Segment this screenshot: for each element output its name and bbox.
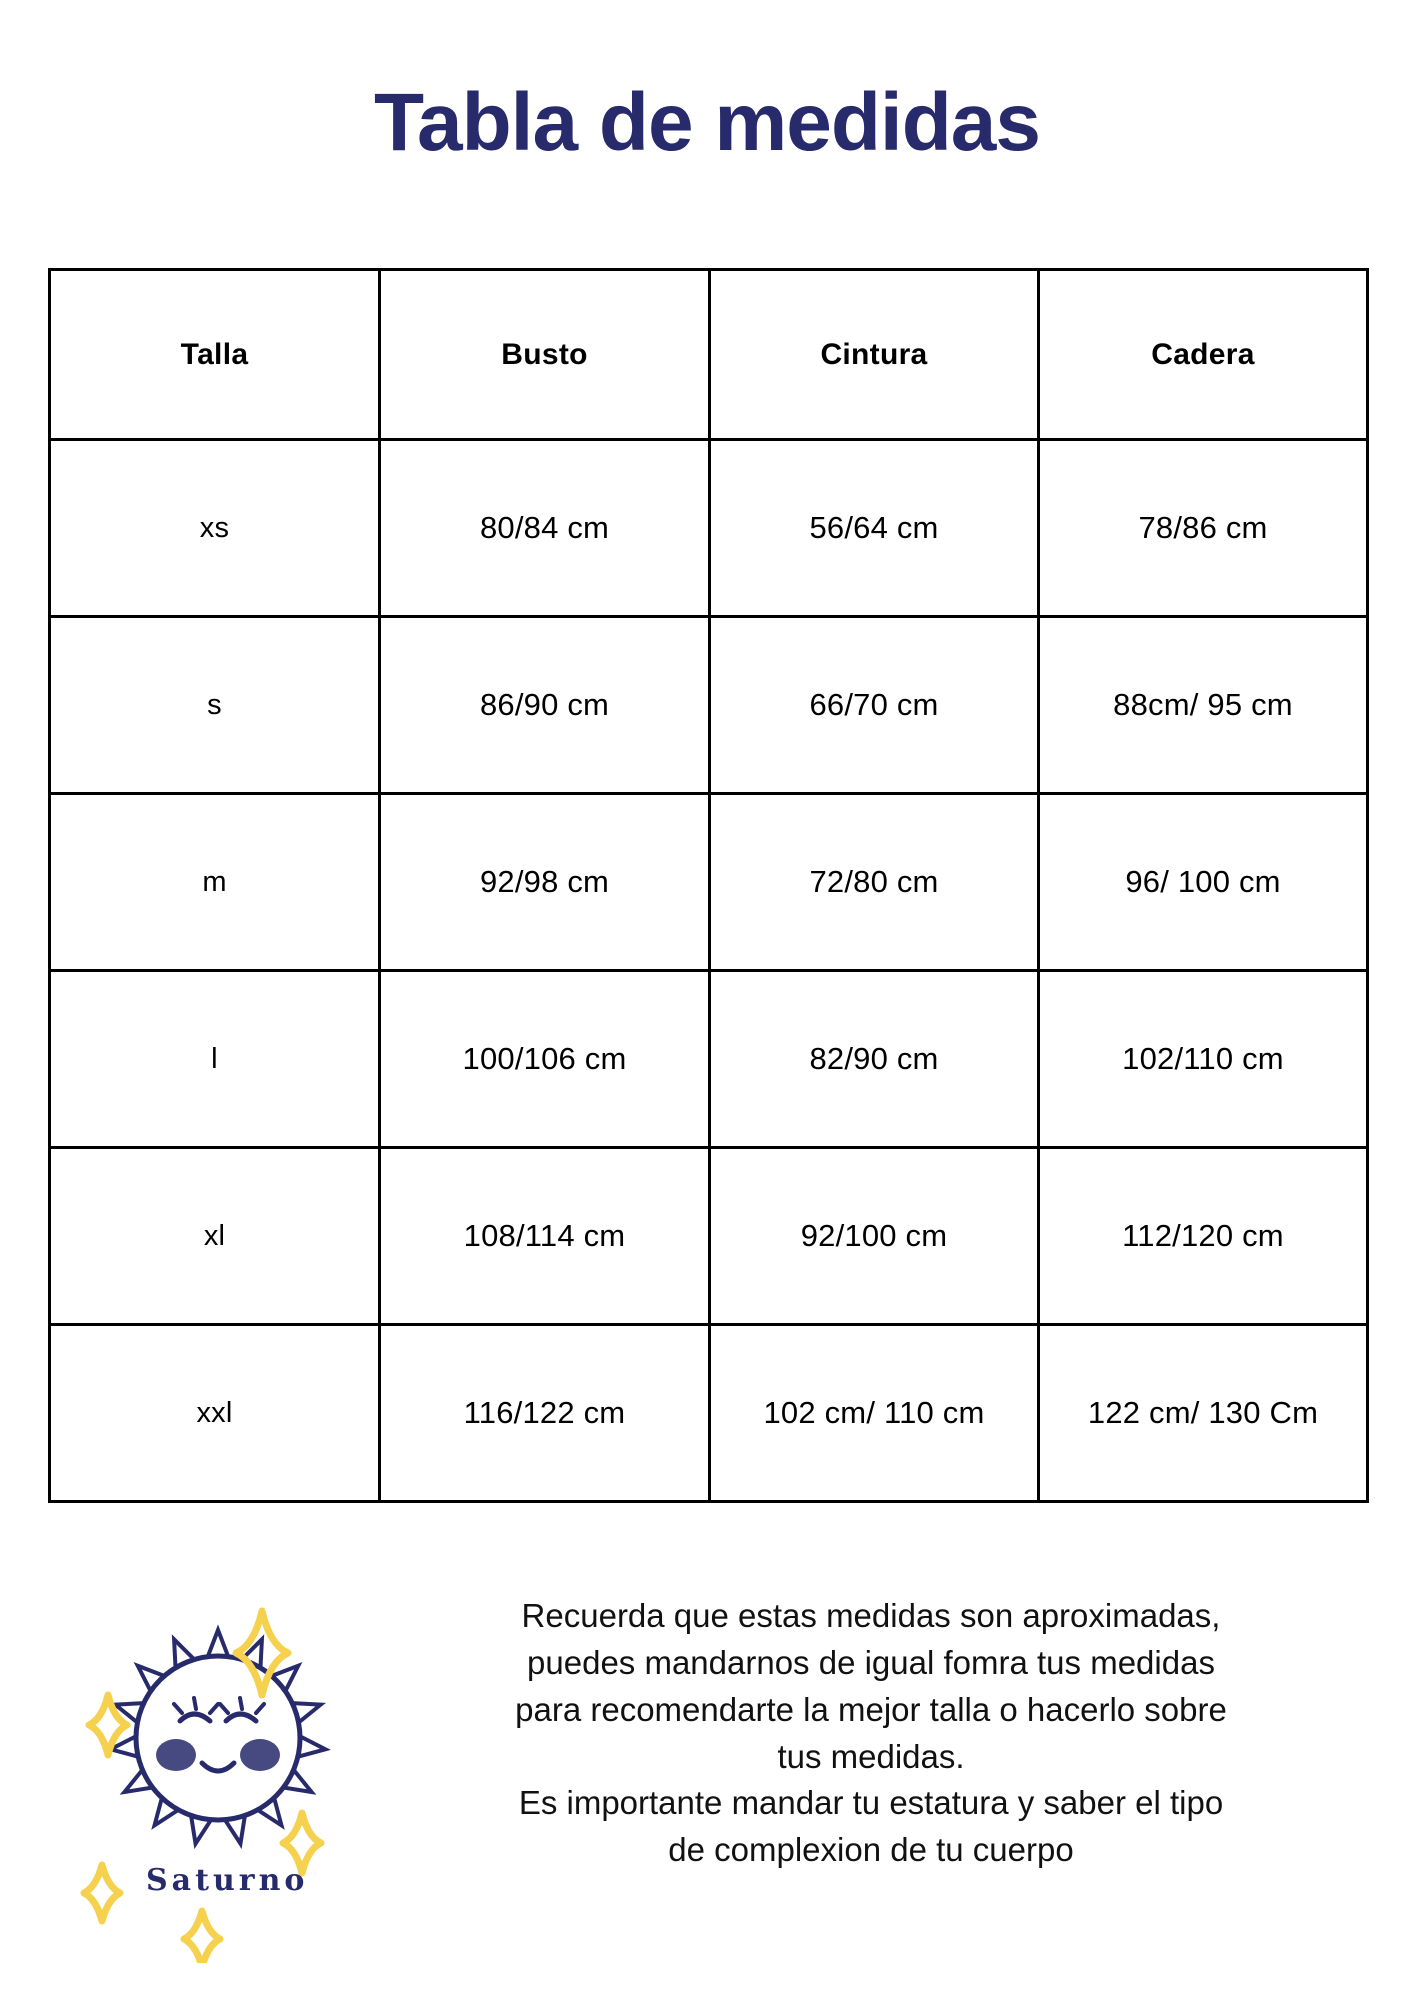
cell-cadera: 78/86 cm — [1039, 440, 1368, 617]
table-body — [50, 440, 1368, 1502]
cell-talla: m — [50, 794, 380, 971]
cell-cintura: 92/100 cm — [710, 1148, 1039, 1325]
brand-logo — [50, 1563, 380, 1983]
cell-cintura: 66/70 cm — [710, 617, 1039, 794]
cell-busto: 86/90 cm — [380, 617, 710, 794]
cell-talla: xxl — [50, 1325, 380, 1502]
table-row — [50, 1148, 1368, 1325]
cell-busto: 92/98 cm — [380, 794, 710, 971]
note-line: Recuerda que estas medidas son aproximadas, — [521, 1597, 1221, 1634]
note-line: para recomendarte la mejor talla o hacerlo sobre — [515, 1690, 1227, 1728]
table-row — [50, 1325, 1368, 1502]
note-line: tus medidas. — [777, 1737, 965, 1775]
cell-cintura: 72/80 cm — [710, 794, 1039, 971]
note-line: Es importante mandar tu estatura y saber el tipo — [518, 1784, 1224, 1822]
sun-face-icon — [50, 1563, 380, 1963]
cell-talla: l — [50, 971, 380, 1148]
cell-cintura: 56/64 cm — [710, 440, 1039, 617]
table-row — [50, 794, 1368, 971]
footer — [0, 1545, 1414, 2000]
table-row — [50, 440, 1368, 617]
size-table — [48, 268, 1369, 1503]
cell-cintura: 82/90 cm — [710, 971, 1039, 1148]
cell-talla: xs — [50, 440, 380, 617]
cell-cadera: 122 cm/ 130 Cm — [1039, 1325, 1368, 1502]
cell-busto: 108/114 cm — [380, 1148, 710, 1325]
note-line: puedes mandarnos de igual fomra tus medidas — [527, 1643, 1215, 1681]
disclaimer-note — [380, 1545, 1414, 1874]
cell-cadera: 96/ 100 cm — [1039, 794, 1368, 971]
cell-busto: 116/122 cm — [380, 1325, 710, 1502]
brand-name: Saturno — [146, 1863, 309, 1898]
column-header-cintura: Cintura — [710, 270, 1039, 440]
note-line: de complexion de tu cuerpo — [668, 1831, 1074, 1869]
cell-cintura: 102 cm/ 110 cm — [710, 1325, 1039, 1502]
table-row — [50, 617, 1368, 794]
page-title: Tabla de medidas — [373, 77, 1041, 168]
size-table-container — [48, 268, 1366, 1503]
table-header — [50, 270, 1368, 440]
table-header-row — [50, 270, 1368, 440]
cell-cadera: 88cm/ 95 cm — [1039, 617, 1368, 794]
cell-talla: xl — [50, 1148, 380, 1325]
cell-cadera: 112/120 cm — [1039, 1148, 1368, 1325]
cell-busto: 80/84 cm — [380, 440, 710, 617]
cell-talla: s — [50, 617, 380, 794]
column-header-cadera: Cadera — [1039, 270, 1368, 440]
column-header-talla: Talla — [50, 270, 380, 440]
table-row — [50, 971, 1368, 1148]
cell-cadera: 102/110 cm — [1039, 971, 1368, 1148]
cell-busto: 100/106 cm — [380, 971, 710, 1148]
column-header-busto: Busto — [380, 270, 710, 440]
